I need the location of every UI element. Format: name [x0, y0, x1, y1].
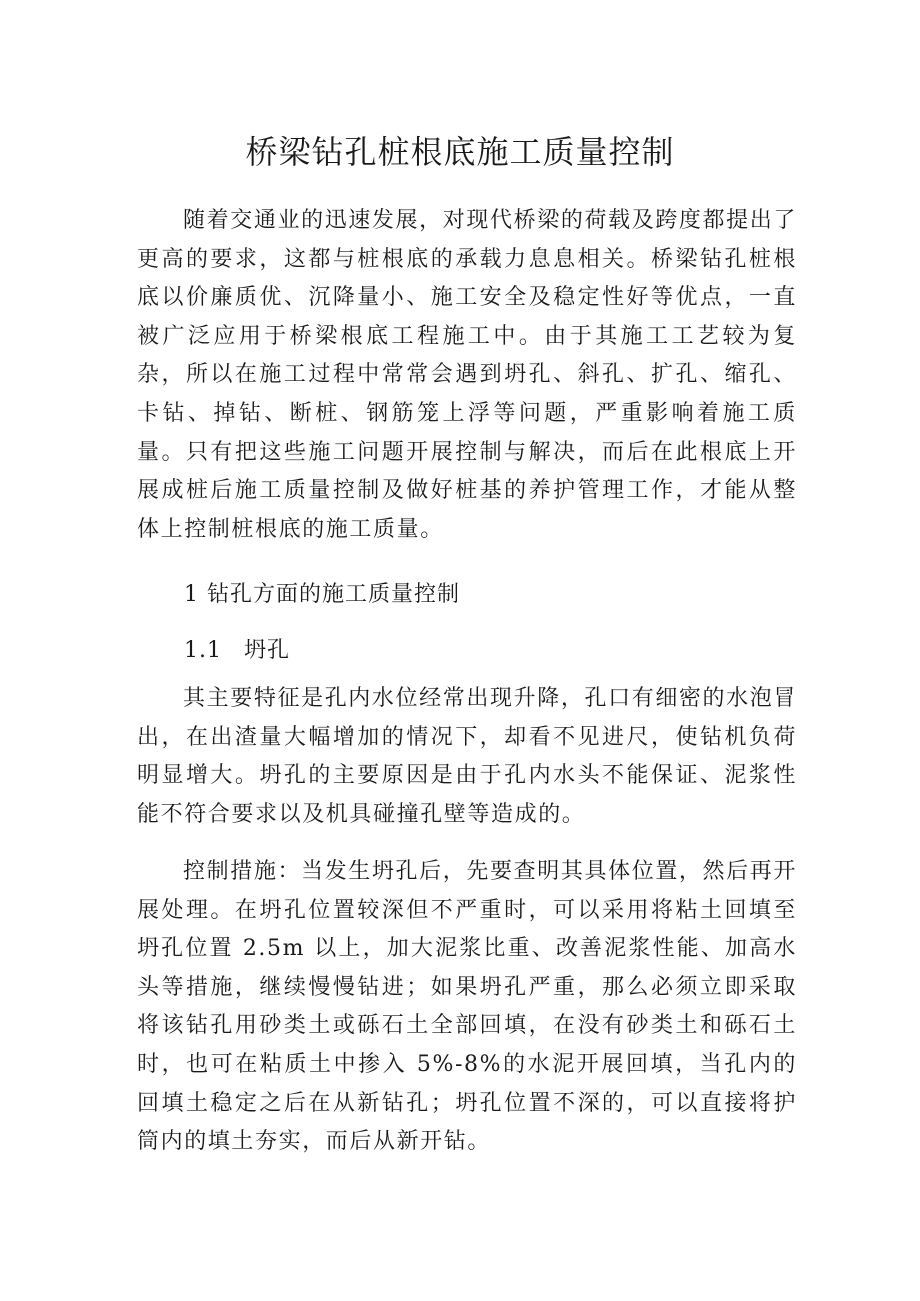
subsection-number: 1.1 — [184, 638, 222, 663]
subsection-title: 坍孔 — [244, 638, 291, 663]
collapse-features-paragraph: 其主要特征是孔内水位经常出现升降，孔口有细密的水泡冒出，在出渣量大幅增加的情况下，却看不见进尺，使钻机负荷明显增大。坍孔的主要原因是由于孔内水头不能保证、泥浆性能不符合要求以及机具碰撞孔壁等造成的。 — [137, 686, 797, 827]
section-heading-1: 1 钻孔方面的施工质量控制 — [184, 582, 460, 607]
intro-paragraph: 随着交通业的迅速发展，对现代桥梁的荷载及跨度都提出了更高的要求，这都与桩根底的承载力息息相关。桥梁钻孔桩根底以价廉质优、沉降量小、施工安全及稳定性好等优点，一直被广泛应用于桥梁根底工程施工中。由于其施工工艺较为复杂，所以在施工过程中常常会遇到坍孔、斜孔、扩孔、缩孔、卡钻、掉钻、断桩、钢筋笼上浮等问题，严重影响着施工质量。只有把这些施工问题开展控制与解决，而后在此根底上开展成桩后施工质量控制及做好桩基的养护管理工作，才能从整体上控制桩根底的施工质量。 — [137, 208, 797, 542]
subsection-heading-1-1 — [184, 635, 290, 667]
control-measures-paragraph: 控制措施：当发生坍孔后，先要查明其具体位置，然后再开展处理。在坍孔位置较深但不严重时，可以采用将粘土回填至坍孔位置 2.5m 以上，加大泥浆比重、改善泥浆性能、加高水头等措施，继续慢慢钻进；如果坍孔严重，那么必须立即采取将该钻孔用砂类土或砾石土全部回填，在没有砂类土和砾石土时，也可在粘质土中掺入 5%-8%的水泥开展回填，当孔内的回填土稳定之后在从新钻孔；坍孔位置不深的，可以直接将护筒内的填土夯实，而后从新开钻。 — [137, 859, 797, 1155]
document-title: 桥梁钻孔桩根底施工质量控制 — [245, 133, 675, 171]
